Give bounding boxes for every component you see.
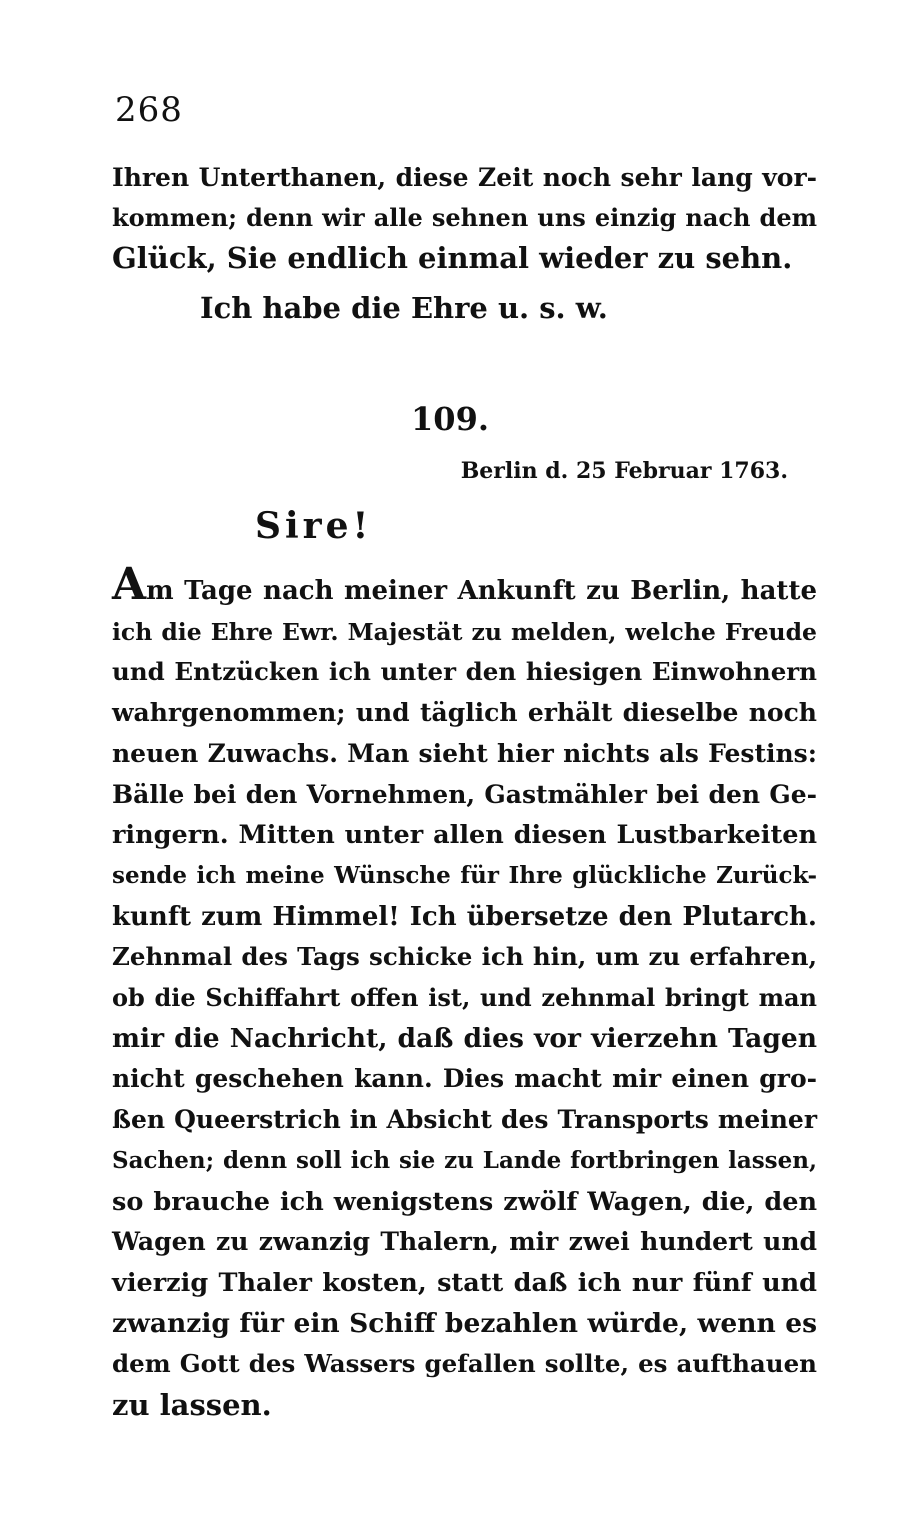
body-line: kunft zum Himmel! Ich übersetze den Plutarch. xyxy=(112,901,817,932)
body-line: Bälle bei den Vornehmen, Gastmähler bei den Ge- xyxy=(112,779,817,809)
page-number: 268 xyxy=(115,90,183,130)
body-line: ringern. Mitten unter allen diesen Lustbarkeiten xyxy=(112,820,817,851)
body-line: wahrgenommen; und täglich erhält dieselbe noch xyxy=(112,698,817,728)
body-line: nicht geschehen kann. Dies macht mir einen gro- xyxy=(112,1064,817,1094)
closing-formula: Ich habe die Ehre u. s. w. xyxy=(200,291,608,325)
body-first-line xyxy=(112,559,817,612)
body-line: so brauche ich wenigstens zwölf Wagen, die, den xyxy=(112,1186,817,1217)
drop-cap: A xyxy=(112,559,147,610)
body-line: ob die Schiffahrt offen ist, und zehnmal bringt man xyxy=(112,983,817,1013)
body-line: neuen Zuwachs. Man sieht hier nichts als Festins: xyxy=(112,738,817,768)
body-line: und Entzücken ich unter den hiesigen Einwohnern xyxy=(112,657,817,687)
letter-salutation: Sire! xyxy=(255,505,373,547)
body-line: ßen Queerstrich in Absicht des Transports meiner xyxy=(112,1105,817,1135)
intro-line: Glück, Sie endlich einmal wieder zu sehn. xyxy=(112,241,793,275)
body-line: mir die Nachricht, daß dies vor vierzehn Tagen xyxy=(112,1022,817,1054)
body-line: Sachen; denn soll ich sie zu Lande fortbringen lassen, xyxy=(112,1146,817,1174)
body-line: Wagen zu zwanzig Thalern, mir zwei hundert und xyxy=(112,1227,817,1257)
intro-paragraph xyxy=(112,158,817,278)
letter-dateline: Berlin d. 25 Februar 1763. xyxy=(460,458,788,484)
first-line-text: m Tage nach meiner Ankunft zu Berlin, hatte xyxy=(146,576,817,606)
body-line: ich die Ehre Ewr. Majestät zu melden, welche Freude xyxy=(112,617,817,646)
body-line: zwanzig für ein Schiff bezahlen würde, wenn es xyxy=(112,1307,817,1339)
letter-number: 109. xyxy=(411,400,489,438)
body-line: vierzig Thaler kosten, statt daß ich nur fünf und xyxy=(112,1267,817,1298)
intro-line: kommen; denn wir alle sehnen uns einzig nach dem xyxy=(112,203,817,232)
body-line: sende ich meine Wünsche für Ihre glückliche Zurück- xyxy=(112,861,817,889)
letter-body xyxy=(112,559,817,1426)
body-line: zu lassen. xyxy=(112,1388,272,1423)
body-line: Zehnmal des Tags schicke ich hin, um zu erfahren, xyxy=(112,942,817,972)
intro-line: Ihren Unterthanen, diese Zeit noch sehr lang vor- xyxy=(112,163,817,192)
body-line: dem Gott des Wassers gefallen sollte, es aufthauen xyxy=(112,1349,817,1379)
